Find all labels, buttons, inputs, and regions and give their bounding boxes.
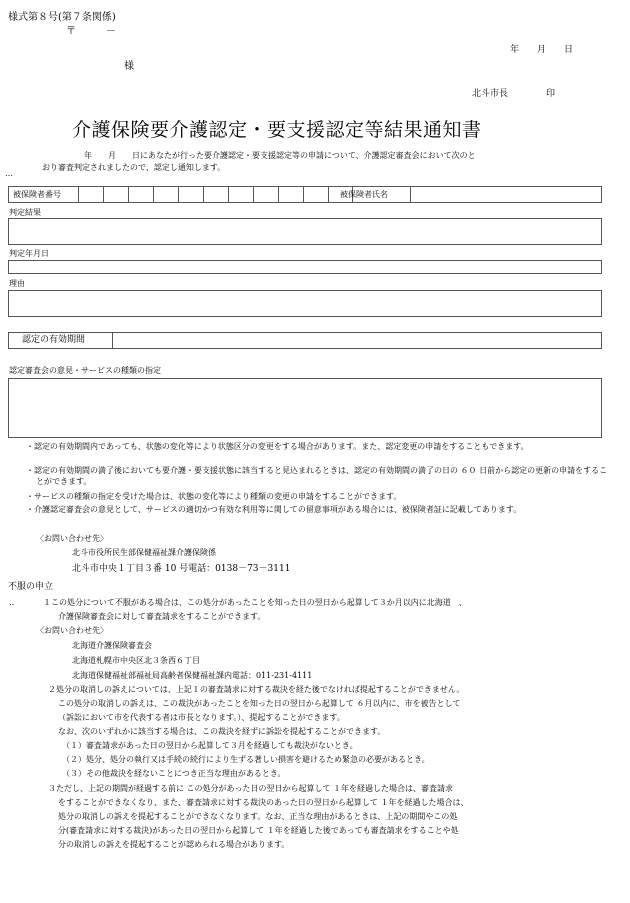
validity-field[interactable]	[113, 333, 601, 348]
postal-code-line: 〒 －	[66, 26, 116, 37]
objection-contact-label: 〈お問い合わせ先〉	[36, 626, 108, 635]
note-1: ・認定の有効期間内であっても、状態の変化等により状態区分の変更をする場合があります。また、認定変更の申請をすることもできます。	[26, 442, 529, 451]
objection-p2-line4: なお、次のいずれかに該当する場合は、この裁決を経ずに訴訟を提起することができます。	[58, 727, 386, 736]
validity-label: 認定の有効期間	[22, 335, 86, 345]
seal-mark: 印	[546, 89, 556, 99]
digit-cell[interactable]	[178, 187, 203, 202]
objection-contact-address: 北海道札幌市中央区北３条西６丁目	[72, 656, 200, 665]
objection-p1-line2: 介護保険審査会に対して審査請求をすることができます。	[58, 612, 266, 621]
addressee-suffix: 様	[124, 61, 134, 72]
objection-p3-line2: をすることができなくなり、また、審査請求に対する裁決のあった日の翌日から起算して １年を経過した場合は、	[58, 798, 469, 807]
note-2: ・認定の有効期間の満了後においても要介護・要支援状態に該当すると見込まれるときは、認定の有効期間の満了の日の ６０ 日前から認定の更新の申請をすることができます。	[26, 466, 608, 486]
contact-address: 北斗市中央１丁目３番 10 号電話：0138－73－3111	[72, 564, 291, 574]
opinion-field[interactable]	[8, 378, 602, 438]
objection-heading: 不服の申立	[8, 582, 54, 592]
intro-line-1: 年 月 日にあなたが行った要介護認定・要支援認定等の申請について、介護認定審査会において次のと	[84, 151, 476, 160]
digit-cell[interactable]	[103, 187, 128, 202]
note-4: ・介護認定審査会の意見として、サービスの適切かつ有効な利用等に関しての留意事項がある場合には、被保険者証に記載してあります。	[26, 505, 522, 514]
result-label: 判定結果	[9, 208, 41, 217]
intro-line-2: おり審査判定されましたので、認定し通知します。	[42, 163, 226, 172]
digit-cell[interactable]	[78, 187, 103, 202]
divider	[410, 187, 411, 202]
reason-label: 理由	[9, 279, 25, 288]
digit-cell[interactable]	[228, 187, 253, 202]
contact-org: 北斗市役所民生部保健福祉課介護保険係	[72, 548, 216, 557]
insured-number-label: 被保険者番号	[13, 190, 61, 199]
objection-contact-phone: 北海道保健福祉部福祉局高齢者保健福祉課内電話：011-231-4111	[72, 671, 313, 680]
contact-label: 〈お問い合わせ先〉	[36, 534, 108, 543]
date-field[interactable]	[8, 260, 602, 274]
digit-cell[interactable]	[253, 187, 278, 202]
ellipsis-mark: …	[5, 169, 13, 178]
digit-cell[interactable]	[128, 187, 153, 202]
objection-p3-line1: ３ただし、上記の期間が経過する前に この処分があった日の翌日から起算して １年を経過した場合は、審査請求	[48, 784, 454, 793]
issuer-name: 北斗市長	[472, 89, 509, 99]
insured-name-label: 被保険者氏名	[340, 190, 388, 199]
objection-sub-2: （２）処分、処分の執行又は手続の続行により生ずる著しい損害を避けるため緊急の必要があるとき。	[62, 755, 430, 764]
objection-p3-line3: 処分の取消しの訴えを提起することができなくなります。なお、正当な理由があるときは、上記の期間やこの処	[58, 812, 458, 821]
digit-cell[interactable]	[203, 187, 228, 202]
digit-cell[interactable]	[278, 187, 303, 202]
objection-sub-1: （１）審査請求があった日の翌日から起算して３月を経過しても裁決がないとき。	[62, 741, 358, 750]
page-title: 介護保険要介護認定・要支援認定等結果通知書	[72, 119, 482, 141]
reason-field[interactable]	[8, 290, 602, 317]
objection-mark: ‥	[9, 598, 15, 607]
digit-cell[interactable]	[303, 187, 328, 202]
objection-sub-3: （３）その他裁決を経ないことにつき正当な理由があるとき。	[62, 769, 286, 778]
date-label: 判定年月日	[9, 249, 49, 258]
objection-contact-org: 北海道介護保険審査会	[72, 641, 152, 650]
objection-p3-line5: 分の取消しの訴えを提起することが認められる場合があります。	[58, 840, 290, 849]
opinion-label: 認定審査会の意見・サービスの種類の指定	[9, 366, 161, 375]
digit-cell[interactable]	[153, 187, 178, 202]
objection-p1-line1: １この処分について不服がある場合は、この処分があったことを知った日の翌日から起算して３か月以内に北海道 、	[43, 598, 467, 607]
result-field[interactable]	[8, 218, 602, 245]
objection-p3-line4: 分(審査請求に対する裁決)があった日の翌日から起算して １年を経過した後であっても審査請求をすることや処	[58, 826, 459, 835]
objection-p2-line1: ２処分の取消しの訴えについては、上記１の審査請求に対する裁決を経た後でなければ提起することができません。	[48, 685, 465, 694]
insured-number-cells[interactable]	[78, 187, 353, 202]
objection-p2-line2: この処分の取消しの訴えは、この裁決があったことを知った日の翌日から起算して ６月以内に、市を被告として	[58, 699, 461, 708]
form-number: 様式第８号(第７条関係)	[8, 12, 116, 23]
issue-date: 年 月 日	[510, 45, 574, 55]
objection-p2-line3: （訴訟において市を代表する者は市長となります。）、提起することができます。	[58, 713, 345, 722]
note-3: ・サービスの種類の指定を受けた場合は、状態の変化等により種類の変更の申請をすることができます。	[26, 492, 402, 501]
